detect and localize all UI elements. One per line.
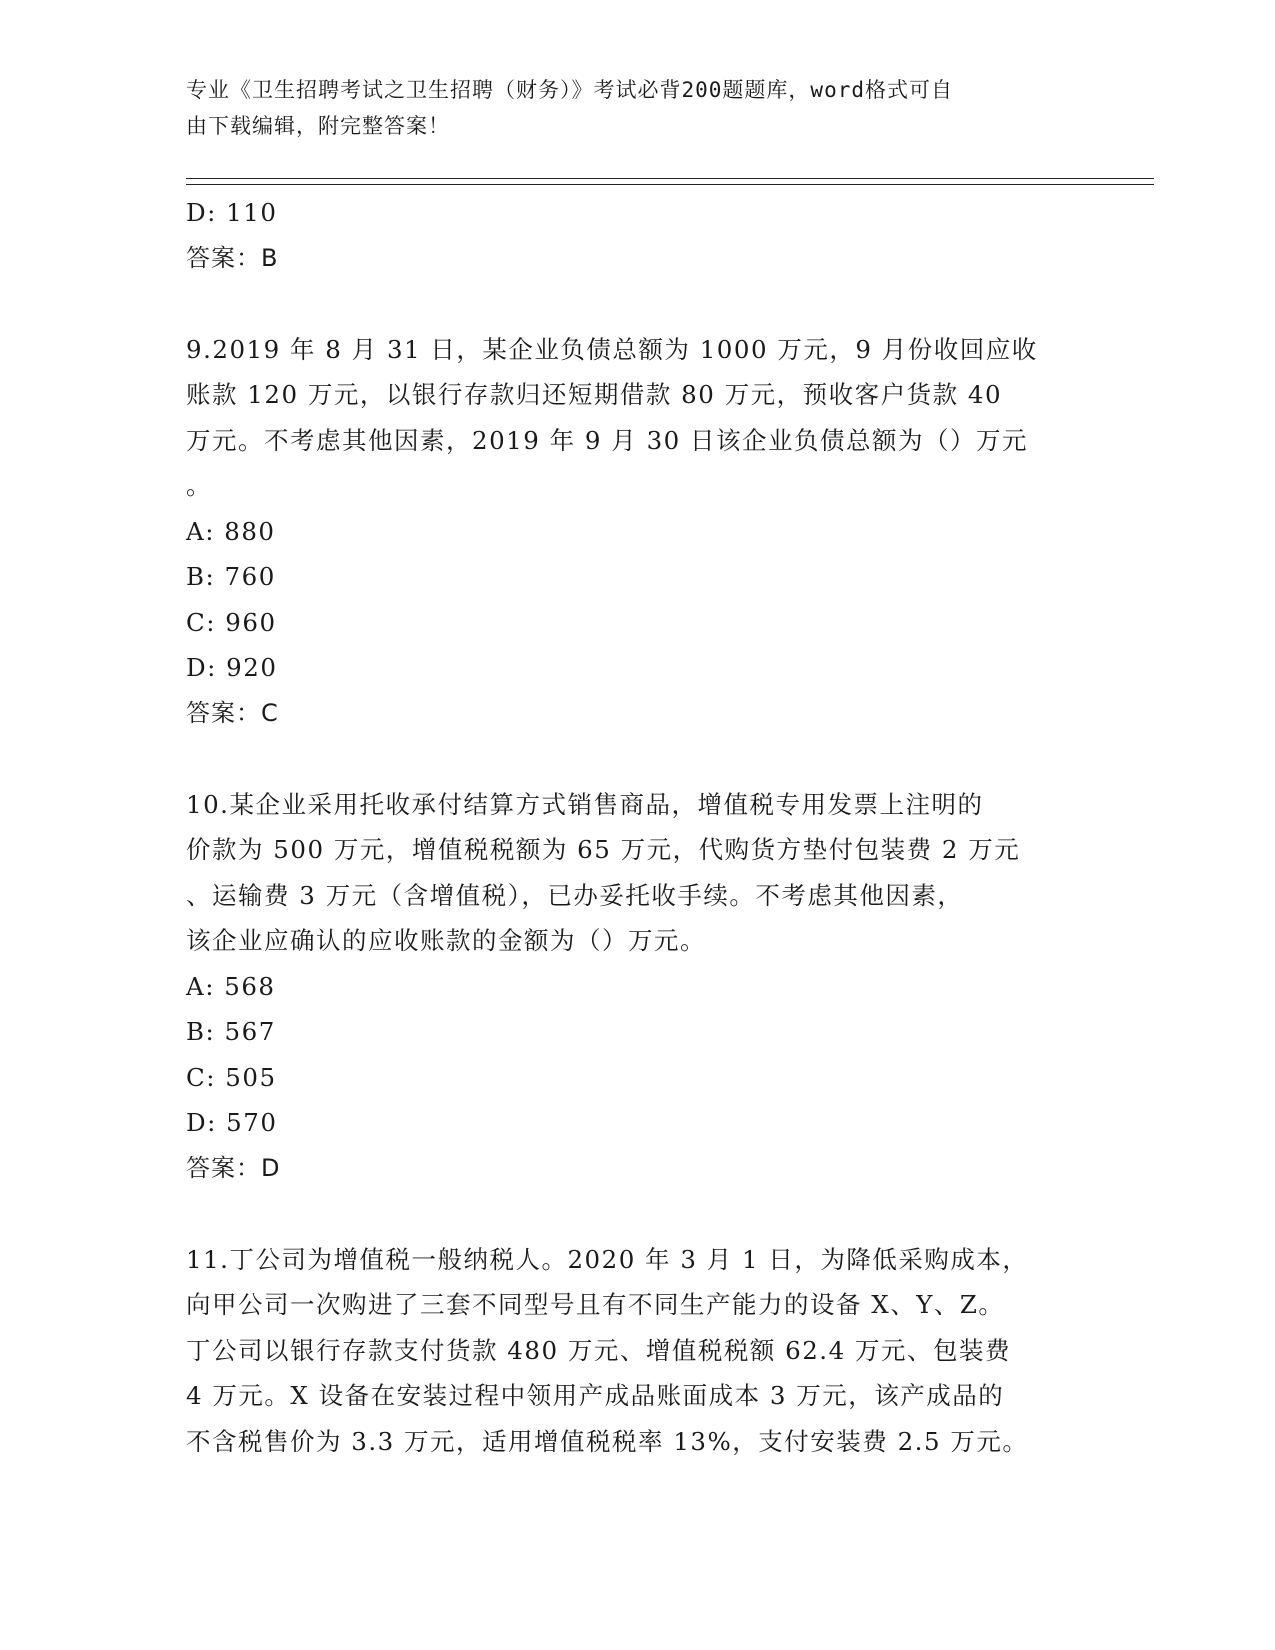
option-c: C: 960 xyxy=(186,607,277,637)
question-9 xyxy=(186,327,1086,737)
option-b: B: 567 xyxy=(186,1017,276,1046)
question-8-tail xyxy=(186,190,1086,281)
spacer xyxy=(186,736,1086,782)
question-text-line: 万元。不考虑其他因素，2019 年 9 月 30 日该企业负债总额为（）万元 xyxy=(186,425,1029,455)
question-text-line: 9.2019 年 8 月 31 日，某企业负债总额为 1000 万元，9 月份收回应收 xyxy=(186,334,1038,364)
question-text-line: 。 xyxy=(186,471,212,500)
spacer xyxy=(186,1191,1086,1237)
header-line-1: 专业《卫生招聘考试之卫生招聘（财务）》考试必背200题题库，word格式可自 xyxy=(186,78,953,102)
document-content xyxy=(186,190,1086,1464)
header-line-2: 由下载编辑，附完整答案！ xyxy=(186,114,450,138)
spacer xyxy=(186,281,1086,327)
answer-label: 答案：B xyxy=(186,243,279,272)
answer-label: 答案：D xyxy=(186,1153,281,1182)
document-header xyxy=(186,72,1066,144)
question-text-line: 、运输费 3 万元（含增值税），已办妥托收手续。不考虑其他因素， xyxy=(186,880,964,910)
question-text-line: 向甲公司一次购进了三套不同型号且有不同生产能力的设备 X、Y、Z。 xyxy=(186,1290,1005,1319)
question-text-line: 10.某企业采用托收承付结算方式销售商品，增值税专用发票上注明的 xyxy=(186,789,984,819)
question-text-line: 11.丁公司为增值税一般纳税人。2020 年 3 月 1 日，为降低采购成本， xyxy=(186,1244,1029,1274)
option-a: A: 568 xyxy=(186,971,276,1001)
question-text-line: 价款为 500 万元，增值税税额为 65 万元，代购货方垫付包装费 2 万元 xyxy=(186,835,1021,864)
option-d: D: 920 xyxy=(186,653,278,682)
question-text-line: 账款 120 万元，以银行存款归还短期借款 80 万元，预收客户货款 40 xyxy=(186,380,1003,409)
option-c: C: 505 xyxy=(186,1062,277,1092)
question-text-line: 丁公司以银行存款支付货款 480 万元、增值税税额 62.4 万元、包装费 xyxy=(186,1335,1011,1365)
question-text-line: 该企业应确认的应收账款的金额为（）万元。 xyxy=(186,926,706,955)
option-d: D: 110 xyxy=(186,198,278,227)
question-text-line: 不含税售价为 3.3 万元，适用增值税税率 13%，支付安装费 2.5 万元。 xyxy=(186,1426,1029,1456)
option-d: D: 570 xyxy=(186,1108,278,1137)
header-divider xyxy=(186,178,1154,185)
question-10 xyxy=(186,782,1086,1192)
option-a: A: 880 xyxy=(186,516,276,546)
question-11 xyxy=(186,1237,1086,1465)
answer-label: 答案：C xyxy=(186,698,279,727)
question-text-line: 4 万元。X 设备在安装过程中领用产成品账面成本 3 万元，该产成品的 xyxy=(186,1381,1005,1410)
option-b: B: 760 xyxy=(186,562,276,591)
